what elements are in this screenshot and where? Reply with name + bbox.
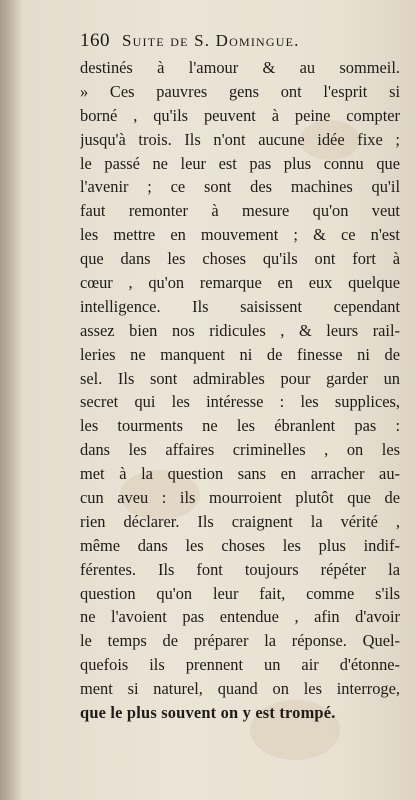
text-line: quefois ils prennent un air d'étonne- <box>80 655 400 675</box>
text-line: que dans les choses qu'ils ont fort à <box>80 249 400 269</box>
text-line: cœur , qu'on remarque en eux quelque <box>80 273 400 293</box>
text-line: leries ne manquent ni de finesse ni de <box>80 344 400 364</box>
text-line: les tourments ne les ébranlent pas : <box>80 416 400 436</box>
text-line: intelligence. Ils saisissent cependant <box>80 296 400 316</box>
text-line: assez bien nos ridicules , & leurs rail- <box>80 320 400 340</box>
text-line: cun aveu : ils mourroient plutôt que de <box>80 488 400 508</box>
text-line: faut remonter à mesure qu'on veut <box>80 201 400 221</box>
text-line: destinés à l'amour & au sommeil. <box>80 58 400 77</box>
text-line: ne l'avoient pas entendue , afin d'avoir <box>80 607 400 627</box>
text-line: même dans les choses les plus indif- <box>80 535 400 555</box>
text-line: férentes. Ils font toujours répéter la <box>80 559 400 579</box>
text-line: met à la question sans en arracher au- <box>80 464 400 484</box>
page-number: 160 <box>80 30 110 51</box>
text-line: le passé ne leur est pas plus connu que <box>80 153 400 173</box>
text-line: le temps de préparer la réponse. Quel- <box>80 631 400 651</box>
page-header <box>80 30 392 52</box>
text-line: les mettre en mouvement ; & ce n'est <box>80 225 400 245</box>
text-line: borné , qu'ils peuvent à peine compter <box>80 105 400 125</box>
text-line: jusqu'à trois. Ils n'ont aucune idée fixe ; <box>80 129 400 149</box>
body-text <box>80 56 400 725</box>
binding-shadow <box>0 0 22 800</box>
text-line: secret qui les intéresse : les supplices, <box>80 392 400 412</box>
text-line: question qu'on leur fait, comme s'ils <box>80 583 400 603</box>
running-head: Suite de S. Domingue. <box>122 31 300 50</box>
text-line: » Ces pauvres gens ont l'esprit si <box>80 81 400 101</box>
text-line: ment si naturel, quand on les interroge, <box>80 679 400 699</box>
text-line: rien déclarer. Ils craignent la vérité , <box>80 511 400 531</box>
text-line: l'avenir ; ce sont des machines qu'il <box>80 177 400 197</box>
text-line: dans les affaires criminelles , on les <box>80 440 400 460</box>
text-line: que le plus souvent on y est trompé. <box>80 703 336 723</box>
text-line: sel. Ils sont admirables pour garder un <box>80 368 400 388</box>
